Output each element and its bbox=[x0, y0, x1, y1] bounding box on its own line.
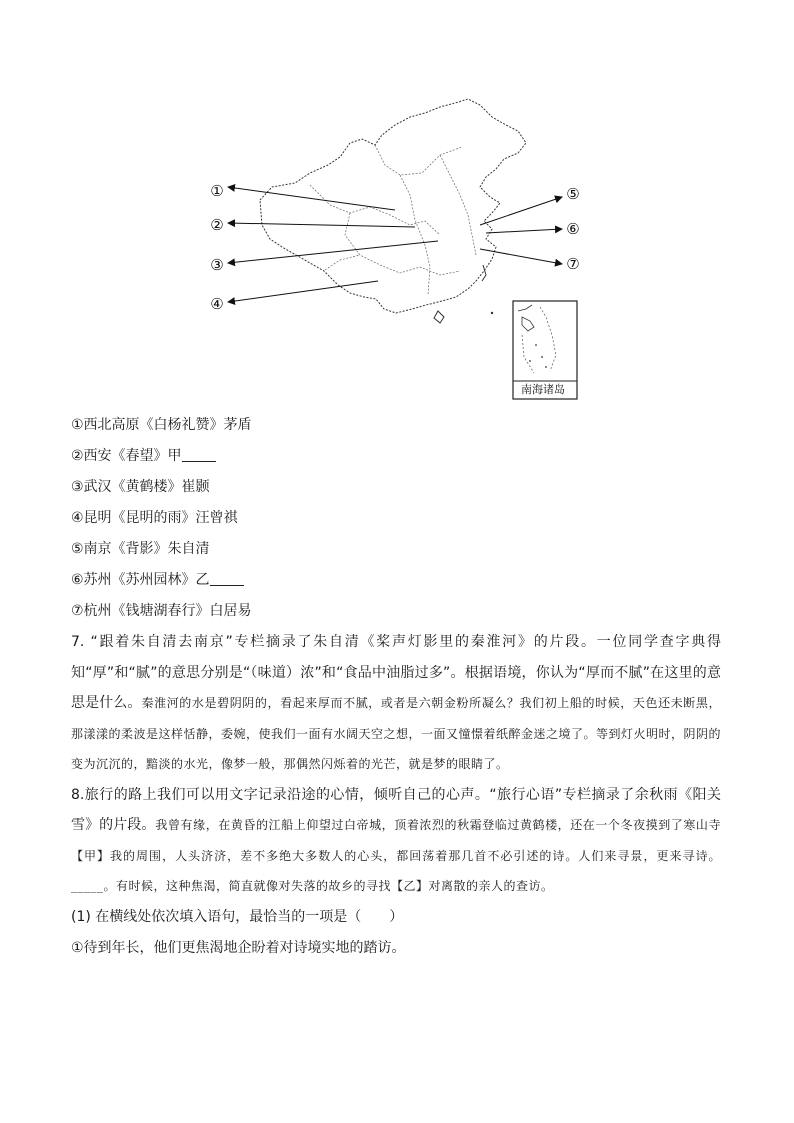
list-item: ③武汉《黄鹤楼》崔颢 bbox=[71, 479, 210, 495]
arrow-6 bbox=[486, 229, 562, 233]
marker-1: ① bbox=[210, 182, 224, 200]
inset-label: 南海诸岛 bbox=[521, 383, 565, 396]
q8-quote-b: 。有时候，这种焦渴，简直就像对失落的故乡的寻找【乙】对离散的亲人的查访。 bbox=[103, 879, 554, 893]
arrow-1 bbox=[228, 187, 395, 210]
list-item: ④昆明《昆明的雨》汪曾祺 bbox=[71, 510, 238, 526]
q8-intro: 8.旅行的路上我们可以用文字记录沿途的心情，倾听自己的心声。“旅行心语”专栏摘录了余秋雨《阳关雪》的片段。 bbox=[71, 786, 721, 833]
list-item: ①西北高原《白杨礼赞》茅盾 bbox=[71, 417, 252, 433]
list-item: ⑤南京《背影》朱自清 bbox=[71, 541, 210, 557]
arrow-3 bbox=[228, 241, 438, 263]
q7-quote: 秦淮河的水是碧阴阴的，看起来厚而不腻，或者是六朝金粉所凝么？我们初上船的时候，天色还未断黑，那漾漾的柔波是这样恬静，委婉，使我们一面有水阔天空之想，一面又憧憬着纸醉金迷之境了。等到灯火明时，阴阴的变为沉沉的，黯淡的水光，像梦一般，那偶然闪烁着的光芒，就是梦的眼睛了。 bbox=[71, 696, 722, 771]
arrow-2 bbox=[228, 223, 415, 227]
q7-intro: 7. “跟着朱自清去南京”专栏摘录了朱自清《桨声灯影里的秦淮河》的片段。一位同学查字典得知“厚”和“腻”的意思分别是“（味道）浓”和“食品中油脂过多”。根据语境，你认为“厚而不腻”在这里的意思是什么。 bbox=[71, 634, 721, 711]
text-content bbox=[71, 410, 721, 964]
marker-7: ⑦ bbox=[566, 255, 580, 273]
list-item bbox=[71, 441, 721, 472]
question-8 bbox=[71, 780, 721, 902]
arrow-5 bbox=[480, 197, 562, 225]
marker-3: ③ bbox=[210, 256, 224, 274]
answer-blank-jia[interactable] bbox=[182, 447, 216, 462]
arrow-7 bbox=[480, 249, 562, 264]
list-item-text: ⑥苏州《苏州园林》乙 bbox=[71, 572, 210, 588]
china-border bbox=[260, 99, 526, 313]
list-item bbox=[71, 565, 721, 596]
q8-blank: _____ bbox=[71, 879, 104, 893]
q8-option-1: ①待到年长，他们更焦渴地企盼着对诗境实地的踏访。 bbox=[71, 939, 406, 956]
answer-blank-yi[interactable] bbox=[210, 571, 244, 586]
q8-quote-a: 我曾有缘，在黄昏的江船上仰望过白帝城，顶着浓烈的秋霜登临过黄鹤楼，还在一个冬夜摸到了寒山寺【甲】我的周围，人头济济，差不多绝大多数人的心头，都回荡着那几首不必引述的诗。人们来寻景，更来寻诗。 bbox=[71, 818, 721, 863]
question-7 bbox=[71, 627, 721, 780]
arrow-4 bbox=[228, 281, 378, 302]
q8-subquestion-1: (1) 在横线处依次填入语句，最恰当的一项是（ ） bbox=[71, 908, 404, 925]
china-outline-map bbox=[200, 95, 600, 405]
marker-2: ② bbox=[210, 216, 224, 234]
marker-4: ④ bbox=[210, 295, 224, 313]
list-item: ⑦杭州《钱塘湖春行》白居易 bbox=[71, 603, 252, 619]
list-item-text: ②西安《春望》甲 bbox=[71, 448, 182, 464]
marker-5: ⑤ bbox=[566, 185, 580, 203]
marker-6: ⑥ bbox=[566, 220, 580, 238]
china-map-figure bbox=[200, 95, 600, 405]
